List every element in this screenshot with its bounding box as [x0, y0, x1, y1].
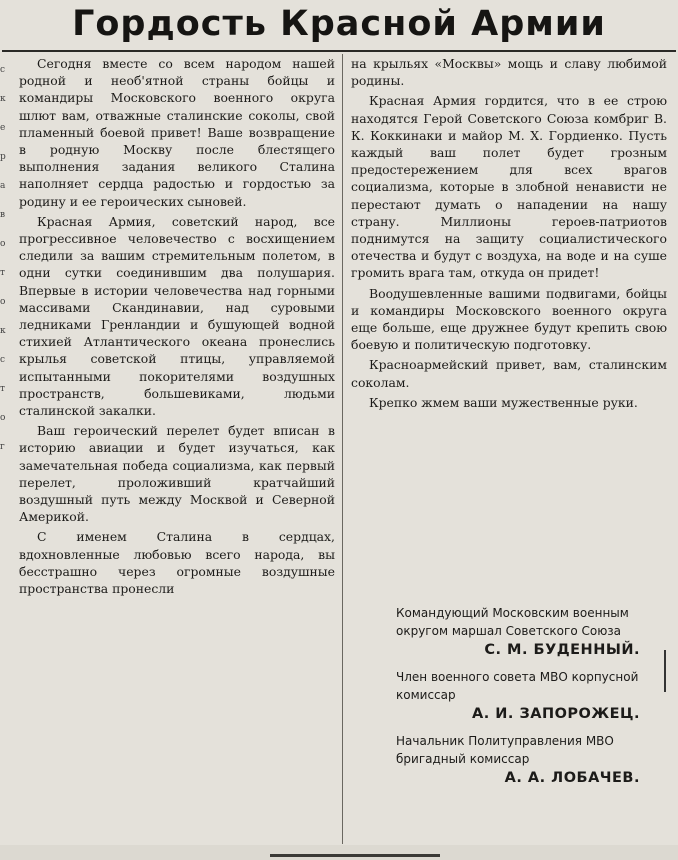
edge-fragment: е [0, 123, 6, 133]
headline-rule [2, 50, 676, 52]
edge-fragment: а [0, 181, 6, 191]
edge-fragment: о [0, 297, 6, 307]
signature-name: А. И. ЗАПОРОЖЕЦ. [471, 706, 640, 722]
paragraph: Сегодня вместе со всем народом нашей родной и необ'ятной страны бойцы и командиры Московского военного округа шлют вам, отважные сталинские соколы, свой пламенный боевой привет! Ваше возвращение в родную Москву после блестящего выполнения задания великого Сталина наполняет сердца радостью и гордостью за родину и ее героических сыновей. [19, 56, 335, 209]
signature-block [396, 605, 640, 660]
right-column [351, 55, 667, 615]
edge-fragment: к [0, 94, 6, 104]
paragraph: Крепко жмем ваши мужественные руки. [369, 394, 638, 410]
edge-fragment: о [0, 239, 6, 249]
paragraph: на крыльях «Москвы» мощь и славу любимой родины. [351, 56, 667, 89]
paragraph: Красноармейский привет, вам, сталинским соколам. [351, 357, 667, 390]
left-edge-fragments [0, 56, 14, 856]
edge-fragment: с [0, 355, 6, 365]
edge-fragment: г [0, 442, 5, 452]
signature-title: Командующий Московским военным округом маршал Советского Союза [396, 606, 629, 638]
edge-fragment: к [0, 326, 6, 336]
edge-fragment: т [0, 384, 5, 394]
left-column [19, 55, 335, 845]
edge-fragment: р [0, 152, 6, 162]
column-divider [342, 54, 343, 844]
signature-title: Член военного совета МВО корпусной комиссар [396, 670, 639, 702]
edge-fragment: с [0, 65, 6, 75]
right-edge-mark [664, 650, 666, 692]
signature-block [396, 669, 640, 724]
paragraph: Красная Армия, советский народ, все прогрессивное человечество с восхищением следили за вашим стремительным полетом, в одни сутки соединившим два полушария. Впервые в истории человечества над горными массивами Скандинавии, над суровыми ледниками Гренландии и бушующей водной стихией Атлантического океана пронеслись крылья советской птицы, управляемой испытанными покорителями воздушных пространств, большевиками, людьми сталинской закалки. [19, 213, 335, 419]
paragraph: Ваш героический перелет будет вписан в историю авиации и будет изучаться, как замечательная победа социализма, как первый перелет, проложивший кратчайший воздушный путь между Москвой и Северной Америкой. [19, 423, 335, 525]
signature-name: А. А. ЛОБАЧЕВ. [504, 770, 640, 786]
signature-title: Начальник Политуправления МВО бригадный комиссар [396, 734, 614, 766]
edge-fragment: т [0, 268, 5, 278]
edge-fragment: о [0, 413, 6, 423]
paragraph: С именем Сталина в сердцах, вдохновленные любовью всего народа, вы бесстрашно через огромные воздушные пространства пронесли [19, 529, 335, 597]
page-bottom-strip [0, 845, 678, 860]
headline: Гордость Красной Армии [72, 4, 606, 44]
bottom-rule [270, 854, 440, 857]
signature-block [396, 733, 640, 788]
signatures [396, 605, 640, 797]
signature-name: С. М. БУДЕННЫЙ. [484, 642, 640, 658]
paragraph: Красная Армия гордится, что в ее строю находятся Герой Советского Союза комбриг В. К. Коккинаки и майор М. Х. Гордиенко. Пусть каждый ваш полет будет грозным предостережением для всех врагов социализма, которые в злобной ненависти не перестают думать о нападении на нашу страну. Миллионы героев-патриотов поднимутся на защиту социалистического отечества и будут с воздуха, на воде и на суше громить врага там, откуда он придет! [351, 93, 667, 281]
edge-fragment: в [0, 210, 6, 220]
paragraph: Воодушевленные вашими подвигами, бойцы и командиры Московского военного округа еще больше, еще дружнее будут крепить свою боевую и политическую подготовку. [351, 285, 667, 353]
